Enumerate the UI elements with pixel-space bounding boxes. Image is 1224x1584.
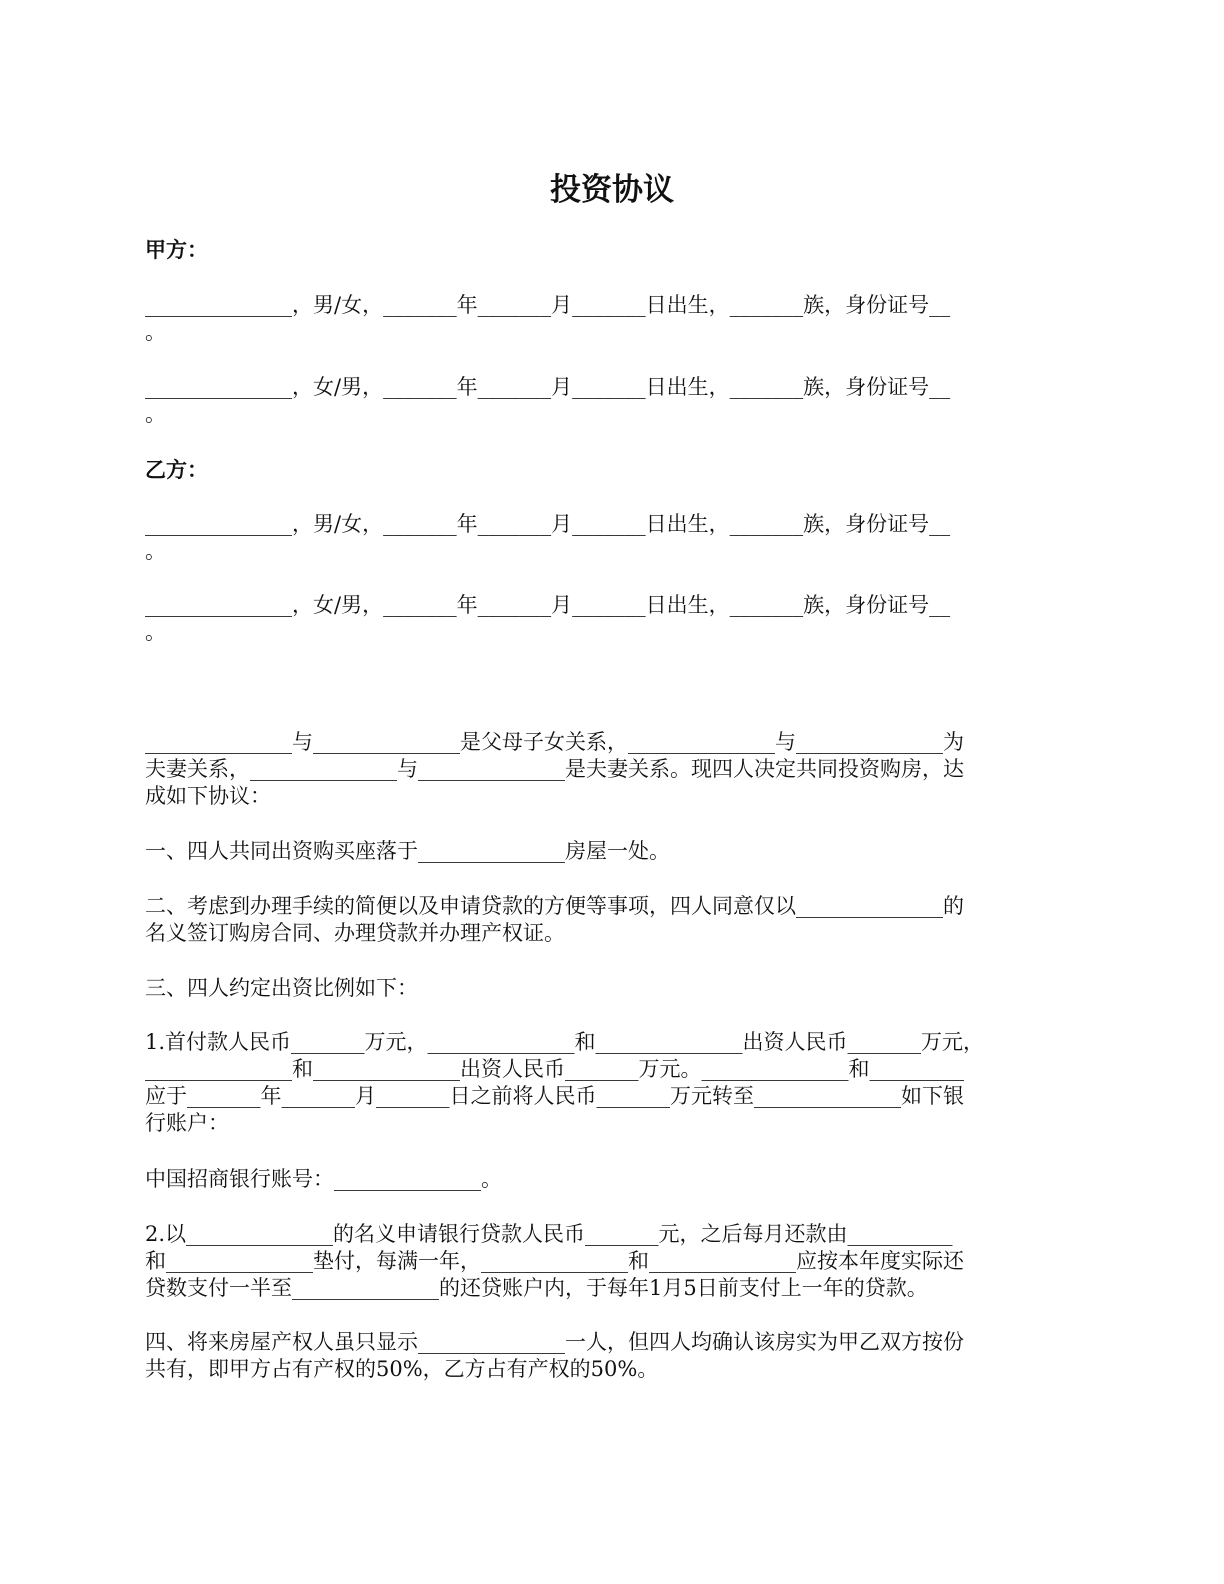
party-b-line-2: ______________，女/男，_______年_______月_______日出生，_______族，身份证号__ 。 (145, 593, 951, 644)
bank-account-line: 中国招商银行账号：______________。 (145, 1167, 502, 1191)
clause-3-2: 2.以______________的名义申请银行贷款人民币_______元，之后每月还款由__________ 和______________垫付，每满一年，______________和______________应按本年度实际还 贷数支付一半至______________的还贷账户内，于每年1月5日前支付上一年的贷款。 (145, 1222, 964, 1300)
party-a-line-1: ______________，男/女，_______年_______月_______日出生，_______族，身份证号__ 。 (145, 293, 951, 344)
clause-3: 三、四人约定出资比例如下： (145, 976, 418, 1000)
clause-1: 一、四人共同出资购买座落于______________房屋一处。 (145, 839, 670, 863)
party-b-label: 乙方： (145, 458, 208, 482)
clause-4: 四、将来房屋产权人虽只显示______________一人，但四人均确认该房实为甲乙双方按份 共有，即甲方占有产权的50%，乙方占有产权的50%。 (145, 1330, 964, 1381)
document-title: 投资协议 (550, 172, 674, 208)
party-b-line-1: ______________，男/女，_______年_______月_______日出生，_______族，身份证号__ 。 (145, 512, 951, 563)
party-a-line-2: ______________，女/男，_______年_______月_______日出生，_______族，身份证号__ 。 (145, 375, 951, 426)
clause-3-1: 1.首付款人民币_______万元，______________和______________出资人民币_______万元， ______________和______________出资人民币_______万元。______________和_________ 应于_______年_______月_______日之前将人民币_______万元转至______________如下银 行账户： (145, 1030, 985, 1135)
clause-2: 二、考虑到办理手续的简便以及申请贷款的方便等事项，四人同意仅以______________的 名义签订购房合同、办理贷款并办理产权证。 (145, 894, 964, 945)
party-a-label: 甲方： (145, 238, 208, 262)
intro-paragraph: ______________与______________是父母子女关系，______________与______________为 夫妻关系，______________与______________是夫妻关系。现四人决定共同投资购房，达 成如下协议： (145, 730, 964, 808)
